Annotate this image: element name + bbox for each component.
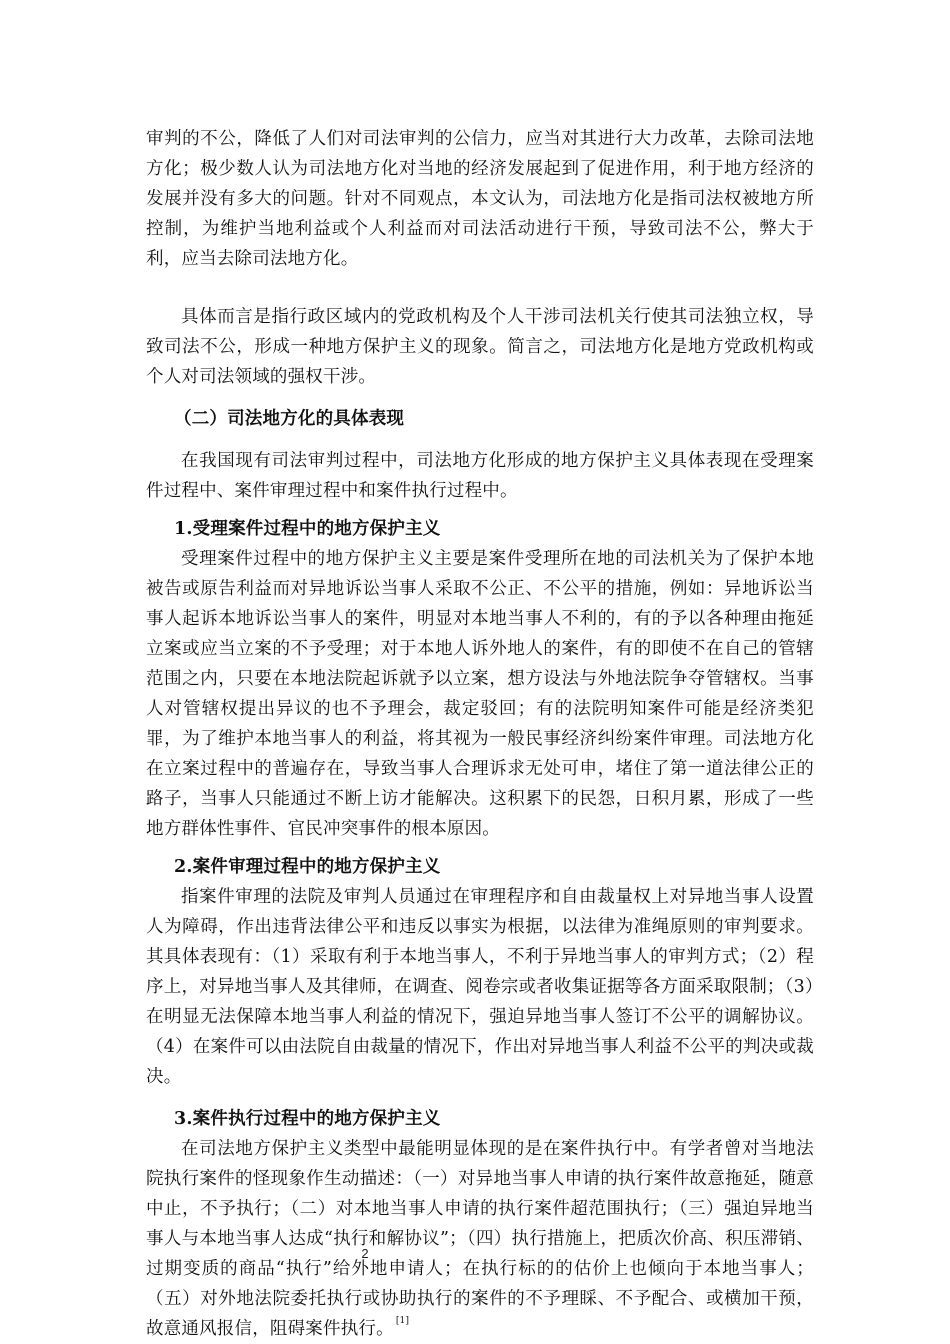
subheading-execution: 3.案件执行过程中的地方保护主义 [174, 1109, 441, 1129]
section-heading: （二）司法地方化的具体表现 [174, 409, 405, 429]
paragraph-trial: 指案件审理的法院及审判人员通过在审理程序和自由裁量权上对异地当事人设置人为障碍，作出违背法律公平和违反以事实为根据，以法律为准绳原则的审判要求。其具体表现有：（1）采取有利于本地当事人，不利于异地当事人的审判方式；（2）程序上，对异地当事人及其律师，在调查、阅卷宗或者收集证据等各方面采取限制；（3）在明显无法保障本地当事人利益的情况下，强迫异地当事人签订不公平的调解协议。（4）在案件可以由法院自由裁量的情况下，作出对异地当事人利益不公平的判决或裁决。 [146, 887, 814, 1087]
paragraph-execution [146, 1134, 814, 1344]
paragraph-execution-text: 在司法地方保护主义类型中最能明显体现的是在案件执行中。有学者曾对当地法院执行案件的怪现象作生动描述：（一）对异地当事人申请的执行案件故意拖延，随意中止，不予执行；（二）对本地当事人申请的执行案件超范围执行；（三）强迫异地当事人与本地当事人达成“执行和解协议”；（四）执行措施上，把质次价高、积压滞销、过期变质的商品“执行”给外地申请人；在执行标的的估价上也倾向于本地当事人；（五）对外地法院委托执行或协助执行的案件的不予理睬、不予配合、或横加干预，故意通风报信，阻碍案件执行。 [146, 1139, 814, 1339]
footnote-reference[interactable]: [1] [395, 1316, 410, 1326]
page-number: 2 [361, 1246, 369, 1261]
paragraph-definition: 具体而言是指行政区域内的党政机构及个人干涉司法机关行使其司法独立权，导致司法不公，形成一种地方保护主义的现象。简言之，司法地方化是地方党政机构或个人对司法领域的强权干涉。 [146, 307, 814, 387]
subheading-acceptance: 1.受理案件过程中的地方保护主义 [174, 519, 441, 539]
page-body [146, 124, 814, 1344]
paragraph-intro: 在我国现有司法审判过程中，司法地方化形成的地方保护主义具体表现在受理案件过程中、案件审理过程中和案件执行过程中。 [146, 451, 814, 501]
paragraph-continued: 审判的不公，降低了人们对司法审判的公信力，应当对其进行大力改革，去除司法地方化；极少数人认为司法地方化对当地的经济发展起到了促进作用，利于地方经济的发展并没有多大的问题。针对不同观点，本文认为，司法地方化是指司法权被地方所控制，为维护当地利益或个人利益而对司法活动进行干预，导致司法不公，弊大于利，应当去除司法地方化。 [146, 129, 814, 269]
subheading-trial: 2.案件审理过程中的地方保护主义 [174, 857, 441, 877]
paragraph-acceptance: 受理案件过程中的地方保护主义主要是案件受理所在地的司法机关为了保护本地被告或原告利益而对异地诉讼当事人采取不公正、不公平的措施，例如：异地诉讼当事人起诉本地诉讼当事人的案件，明显对本地当事人不利的，有的予以各种理由拖延立案或应当立案的不予受理；对于本地人诉外地人的案件，有的即使不在自己的管辖范围之内，只要在本地法院起诉就予以立案，想方设法与外地法院争夺管辖权。当事人对管辖权提出异议的也不予理会，裁定驳回；有的法院明知案件可能是经济类犯罪，为了维护本地当事人的利益，将其视为一般民事经济纠纷案件审理。司法地方化在立案过程中的普遍存在，导致当事人合理诉求无处可申，堵住了第一道法律公正的路子，当事人只能通过不断上访才能解决。这积累下的民怨，日积月累，形成了一些地方群体性事件、官民冲突事件的根本原因。 [146, 549, 814, 839]
